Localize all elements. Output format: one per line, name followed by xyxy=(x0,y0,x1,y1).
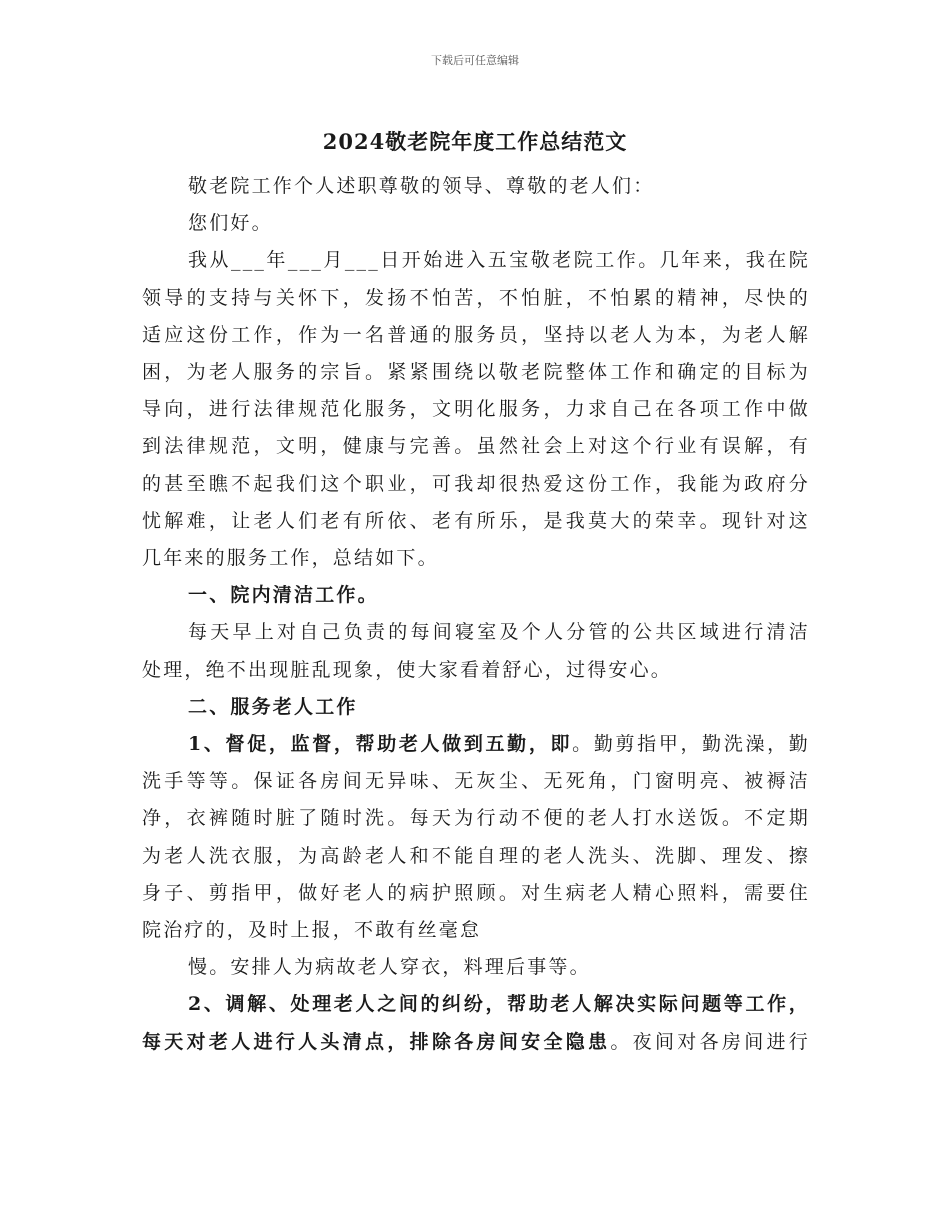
text-span: 导向，进行法律规范化服务，文明化服务，力求自己在各项工作中做 xyxy=(142,398,810,421)
paragraph-line-l5 xyxy=(142,317,810,354)
paragraph-line-l10 xyxy=(142,503,810,540)
text-span: 慢。安排人为病故老人穿衣，料理后事等。 xyxy=(188,956,591,979)
paragraph-line-l21 xyxy=(142,912,810,949)
text-span: 为老人洗衣服，为高龄老人和不能自理的老人洗头、洗脚、理发、擦 xyxy=(142,844,810,867)
paragraph-line-l7 xyxy=(142,391,810,428)
paragraph-line-l15 xyxy=(142,689,810,726)
text-span: 领导的支持与关怀下，发扬不怕苦，不怕脏，不怕累的精神，尽快的 xyxy=(142,286,810,309)
paragraph-line-l4 xyxy=(142,280,810,317)
paragraph-line-l2 xyxy=(142,205,810,242)
paragraph-line-l16 xyxy=(142,726,810,763)
paragraph-line-l13 xyxy=(142,614,810,651)
bold-text-span: 每天对老人进行人头清点，排除各房间安全隐患 xyxy=(142,1030,611,1053)
bold-text-span: 1、督促，监督，帮助老人做到五勤，即 xyxy=(188,733,573,756)
paragraph-line-l20 xyxy=(142,875,810,912)
document-body xyxy=(142,168,810,1061)
text-span: 每天早上对自己负责的每间寝室及个人分管的公共区域进行清洁 xyxy=(188,621,810,644)
text-span: 忧解难，让老人们老有所依、老有所乐，是我莫大的荣幸。现针对这 xyxy=(142,509,810,532)
paragraph-line-l14 xyxy=(142,652,810,689)
paragraph-line-l8 xyxy=(142,428,810,465)
bold-text-span: 一、院内清洁工作。 xyxy=(188,584,379,607)
text-span: 几年来的服务工作，总结如下。 xyxy=(142,547,439,570)
paragraph-line-l9 xyxy=(142,466,810,503)
bold-text-span: 二、服务老人工作 xyxy=(188,695,358,718)
text-span: 院治疗的，及时上报，不敢有丝毫怠 xyxy=(142,919,482,942)
text-span: 净，衣裤随时脏了随时洗。每天为行动不便的老人打水送饭。不定期 xyxy=(142,807,810,830)
paragraph-line-l17 xyxy=(142,763,810,800)
paragraph-line-l18 xyxy=(142,800,810,837)
paragraph-line-l22 xyxy=(142,949,810,986)
text-span: 敬老院工作个人述职尊敬的领导、尊敬的老人们： xyxy=(188,175,655,197)
paragraph-line-l11 xyxy=(142,540,810,577)
text-span: 到法律规范，文明，健康与完善。虽然社会上对这个行业有误解，有 xyxy=(142,435,810,458)
text-span: 的甚至瞧不起我们这个职业，可我却很热爱这份工作，我能为政府分 xyxy=(142,472,810,495)
page-header: 下载后可任意编辑 xyxy=(431,54,519,67)
document-title: 2024敬老院年度工作总结范文 xyxy=(322,129,628,154)
text-span: 。勤剪指甲，勤洗澡，勤 xyxy=(572,733,811,756)
text-span: 处理，绝不出现脏乱现象，使大家看着舒心，过得安心。 xyxy=(142,658,673,681)
paragraph-line-l12 xyxy=(142,577,810,614)
paragraph-line-l23 xyxy=(142,986,810,1023)
bold-text-span: 2、调解、处理老人之间的纠纷，帮助老人解决实际问题等工作， xyxy=(188,993,810,1016)
paragraph-line-l6 xyxy=(142,354,810,391)
text-span: 我从___年___月___日开始进入五宝敬老院工作。几年来，我在院 xyxy=(188,249,810,272)
text-span: 您们好。 xyxy=(188,212,273,235)
paragraph-line-l1 xyxy=(142,168,810,205)
text-span: 适应这份工作，作为一名普通的服务员，坚持以老人为本，为老人解 xyxy=(142,323,810,346)
text-span: 洗手等等。保证各房间无异味、无灰尘、无死角，门窗明亮、被褥洁 xyxy=(142,770,810,793)
paragraph-line-l3 xyxy=(142,242,810,279)
text-span: 身子、剪指甲，做好老人的病护照顾。对生病老人精心照料，需要住 xyxy=(142,881,810,904)
text-span: 困，为老人服务的宗旨。紧紧围绕以敬老院整体工作和确定的目标为 xyxy=(142,361,810,384)
text-span: 。夜间对各房间进行 xyxy=(610,1030,810,1053)
paragraph-line-l19 xyxy=(142,838,810,875)
paragraph-line-l24 xyxy=(142,1024,810,1061)
